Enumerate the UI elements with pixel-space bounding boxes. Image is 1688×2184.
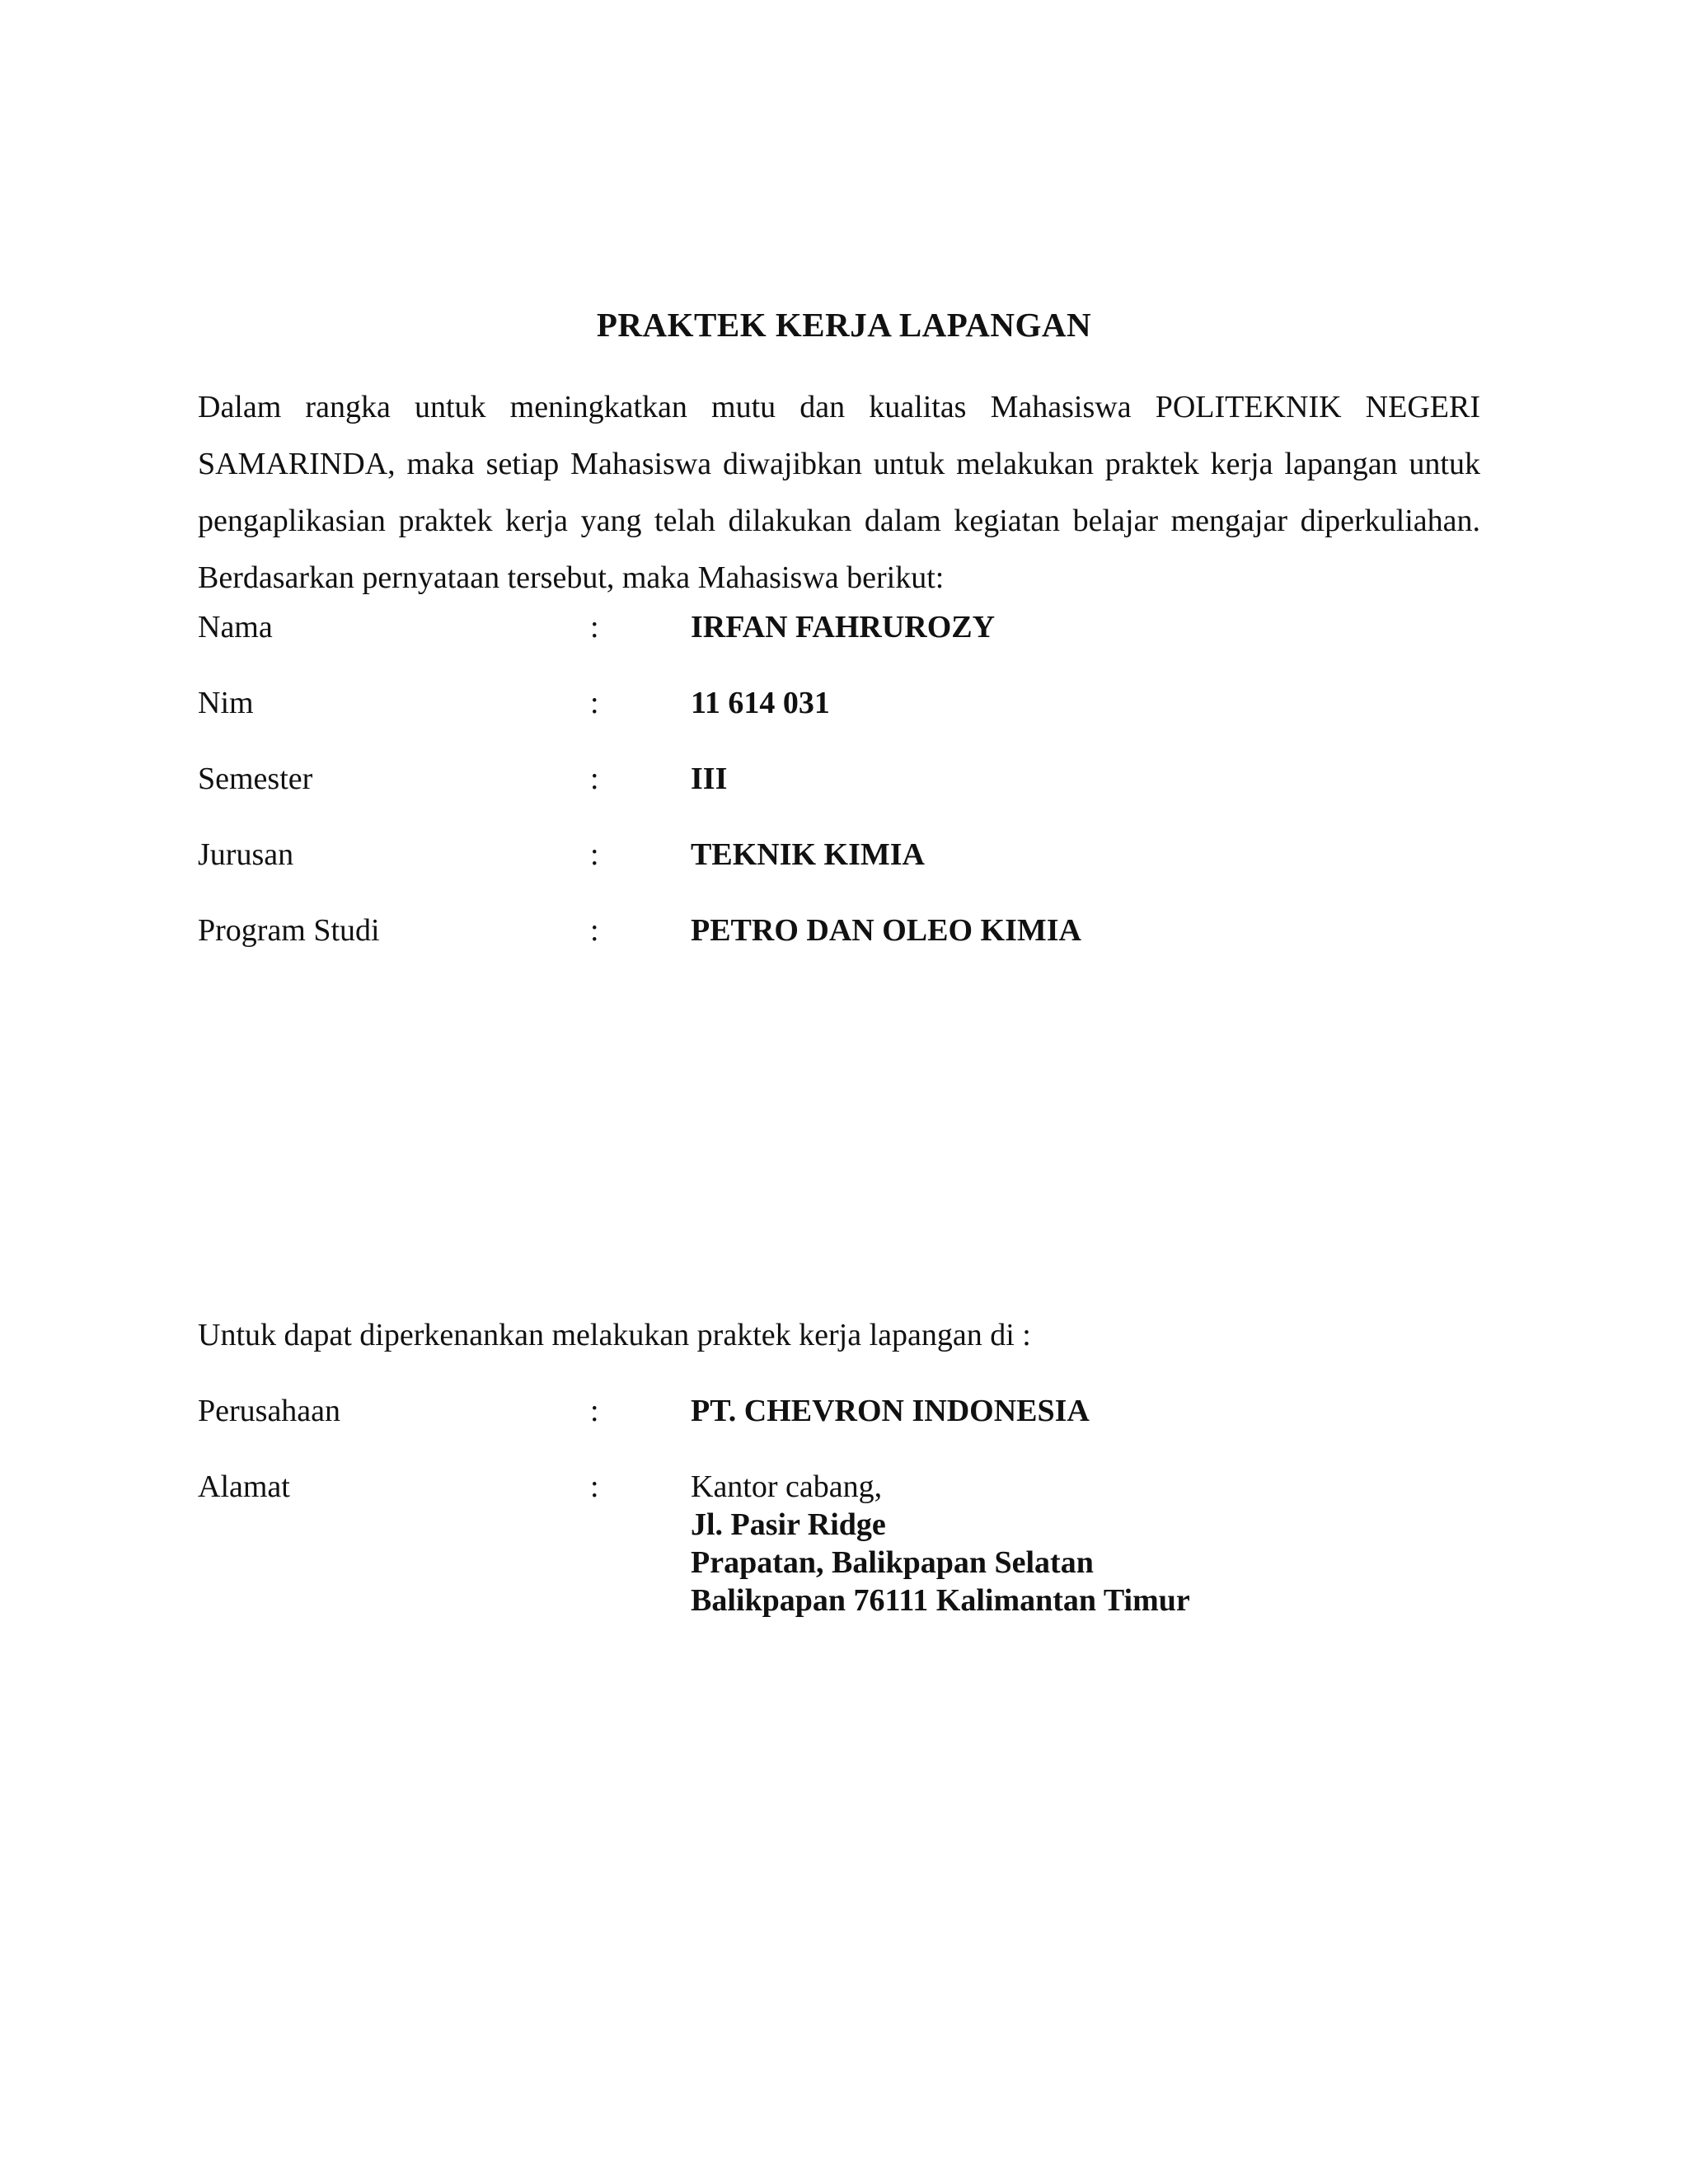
field-label: Perusahaan: [198, 1394, 341, 1428]
address-line: Balikpapan 76111 Kalimantan Timur: [691, 1583, 1190, 1618]
address-first-line: Kantor cabang,: [691, 1469, 883, 1504]
field-label: Alamat: [198, 1469, 290, 1504]
field-colon: :: [590, 686, 599, 720]
address-line: Prapatan, Balikpapan Selatan: [691, 1545, 1094, 1580]
field-value: III: [691, 762, 728, 796]
field-label: Jurusan: [198, 837, 294, 872]
address-lines: [691, 1506, 1190, 1619]
field-value: IRFAN FAHRUROZY: [691, 610, 996, 644]
field-colon: :: [590, 1394, 599, 1428]
field-value: TEKNIK KIMIA: [691, 837, 925, 872]
field-colon: :: [590, 762, 599, 796]
field-value: 11 614 031: [691, 686, 830, 720]
placement-intro: Untuk dapat diperkenankan melakukan praktek kerja lapangan di :: [198, 1318, 1031, 1352]
address-line: Jl. Pasir Ridge: [691, 1507, 886, 1542]
field-colon: :: [590, 1469, 599, 1504]
field-colon: :: [590, 913, 599, 948]
field-value: PETRO DAN OLEO KIMIA: [691, 913, 1081, 948]
field-label: Program Studi: [198, 913, 380, 948]
document-title: PRAKTEK KERJA LAPANGAN: [596, 306, 1092, 344]
field-value: PT. CHEVRON INDONESIA: [691, 1394, 1090, 1428]
field-label: Nama: [198, 610, 273, 644]
field-label: Nim: [198, 686, 254, 720]
field-colon: :: [590, 610, 599, 644]
field-colon: :: [590, 837, 599, 872]
intro-paragraph: Dalam rangka untuk meningkatkan mutu dan kualitas Mahasiswa POLITEKNIK NEGERI SAMARINDA, maka setiap Mahasiswa diwajibkan untuk melakukan praktek kerja lapangan untuk pengaplikasian praktek kerja yang telah dilakukan dalam kegiatan belajar mengajar diperkuliahan. Berdasarkan pernyataan tersebut, maka Mahasiswa berikut:: [198, 390, 1480, 595]
field-label: Semester: [198, 762, 313, 796]
